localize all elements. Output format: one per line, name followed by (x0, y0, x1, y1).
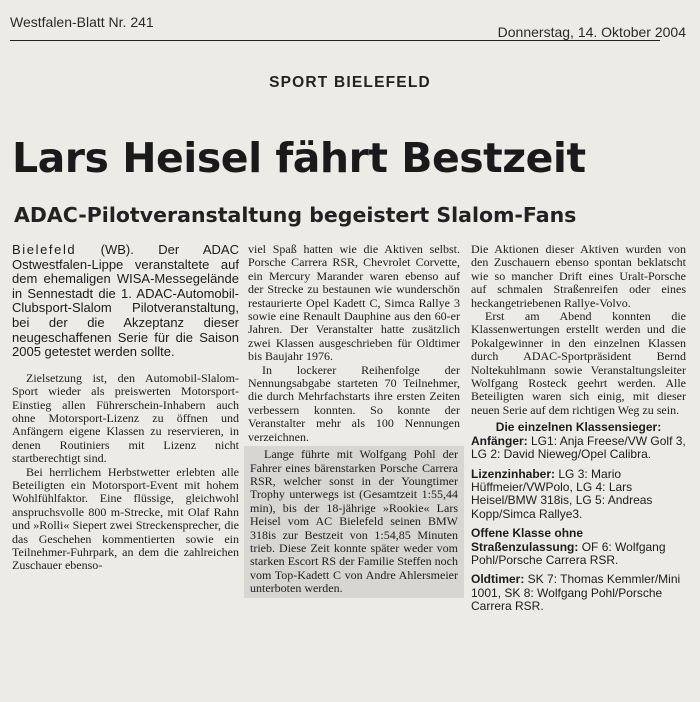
section-title: SPORT BIELEFELD (269, 74, 431, 91)
body-paragraph: Erst am Abend konnten die Klassenwertungen erstellt werden und die Pokalgewinner in den einzelnen Klassen durch ADAC-Sportpräsident Bernd Noltekuhlmann sowie Veranstaltungsleiter Wolfgang Rosteck geehrt werden. Alle Beteiligten waren sich einig, mit dieser neuen Serie auf dem richtigen Weg zu sein. (471, 309, 686, 417)
dateline: Bielefeld (12, 242, 77, 257)
results-box (471, 421, 686, 613)
results-text: LG1: Anja Freese/VW Golf 3, LG 2: David Nieweg/Opel Calibra. (471, 433, 686, 462)
results-text: OF 6: Wolfgang Pohl/Porsche Carrera RSR. (471, 539, 666, 567)
results-category: Lizenzinhaber: (471, 466, 556, 481)
body-paragraph: Zielsetzung ist, den Automobil-Slalom-Sport wieder als preiswerten Motorsport-Einstieg allen Führerschein-Inhabern auch ohne Motorsport-Lizenz zu öffnen und Anfängern eigene Klassen zu reservieren, in denen Routiniers mit Lizenz nicht startberechtigt sind. (12, 370, 239, 466)
results-entry (471, 527, 686, 567)
lead-paragraph (12, 243, 239, 360)
body-paragraph: In lockerer Reihenfolge der Nennungsabgabe starteten 70 Teilnehmer, die durch Mehrfachstarts ihre ersten Zeiten verbessern konnten. So konnte der Veranstalter mehr als 100 Nennungen verzeichnen. (248, 362, 460, 444)
results-text: LG 3: Mario Hüffmeier/VWPolo, LG 4: Lars Heisel/BMW 318is, LG 5: Andreas Kopp/Simca Rallye3. (471, 466, 653, 521)
body-paragraph: viel Spaß hatten wie die Aktiven selbst. Porsche Carrera RSR, Chevrolet Corvette, ein Mercury Marander waren ebenso auf der Strecke zu bestaunen wie wunderschön restaurierte Opel Kadett C, Simca Rallye 3 sowie eine Renault Dauphine aus den 60-er Jahren. Der Veranstalter hatte zusätzlich zwei Klassen ausgeschrieben für Oldtimer bis Baujahr 1976. (248, 242, 460, 364)
results-entry (471, 573, 686, 613)
highlighted-paragraph: Lange führte mit Wolfgang Pohl der Fahrer eines bärenstarken Porsche Carrera RSR, welcher sonst in der Youngtimer Trophy unterwegs ist (Gesamtzeit 1:55,44 min), bis der 18-jährige »Rookie« Lars Heisel vom AC Bielefeld seinen BMW 318is zur Bestzeit von 1:54,85 Minuten trieb. Diese Zeit konnte später weder vom starken Escort RS der Familie Steffen noch vom Top-Kadett C von Andre Ahlersmeier unterboten werden. (244, 446, 464, 597)
lead-text: (WB). Der ADAC Ostwestfalen-Lippe veranstaltete auf dem ehemaligen WISA-Messegelände in Sennestadt die 1. ADAC-Automobil-Clubsport-Slalom Pilotveranstaltung, bei der die Akzeptanz dieser neugeschaffenen Serie für die Saison 2005 getestet werden sollte. (12, 242, 239, 360)
issue-date: Donnerstag, 14. Oktober 2004 (497, 24, 686, 40)
results-category: Anfänger: (471, 433, 528, 448)
results-text: SK 7: Thomas Kemmler/Mini 1001, SK 8: Wolfgang Pohl/Porsche Carrera RSR. (471, 572, 681, 614)
results-entry (471, 468, 686, 522)
article-column-3 (471, 243, 686, 614)
article-column-1 (12, 243, 239, 573)
masthead (10, 14, 686, 40)
body-paragraph: Die Aktionen dieser Aktiven wurden von den Zuschauern ebenso spontan beklatscht wie so mancher Drift eines Uralt-Porsche auf schmalen Straßenreifen oder eines heckangetriebenen Rallye-Volvo. (471, 242, 686, 310)
article-column-2 (248, 243, 460, 598)
body-paragraph: Bei herrlichem Herbstwetter erlebten alle Beteiligten ein Motorsport-Event mit hohem Wohlfühlfaktor. Eine flüssige, gleichwohl anspruchsvolle 800 m-Strecke, mit Olaf Rahn und »Rolli« Siepert zwei Streckensprecher, die das Geschehen kommentierten sowie ein Teilnehmer-Fuhrpark, an dem die zahlreichen Zuschauer ebenso- (12, 464, 239, 573)
results-category: Oldtimer: (471, 572, 525, 587)
subheadline: ADAC-Pilotveranstaltung begeistert Slalom-Fans (14, 203, 577, 227)
results-category: Offene Klasse ohne Straßenzulassung: (471, 526, 584, 554)
newspaper-name: Westfalen-Blatt Nr. 241 (10, 14, 154, 30)
results-title: Die einzelnen Klassensieger: (495, 420, 662, 435)
headline: Lars Heisel fährt Bestzeit (12, 134, 586, 182)
results-entry (471, 435, 686, 462)
masthead-rule (10, 40, 660, 41)
